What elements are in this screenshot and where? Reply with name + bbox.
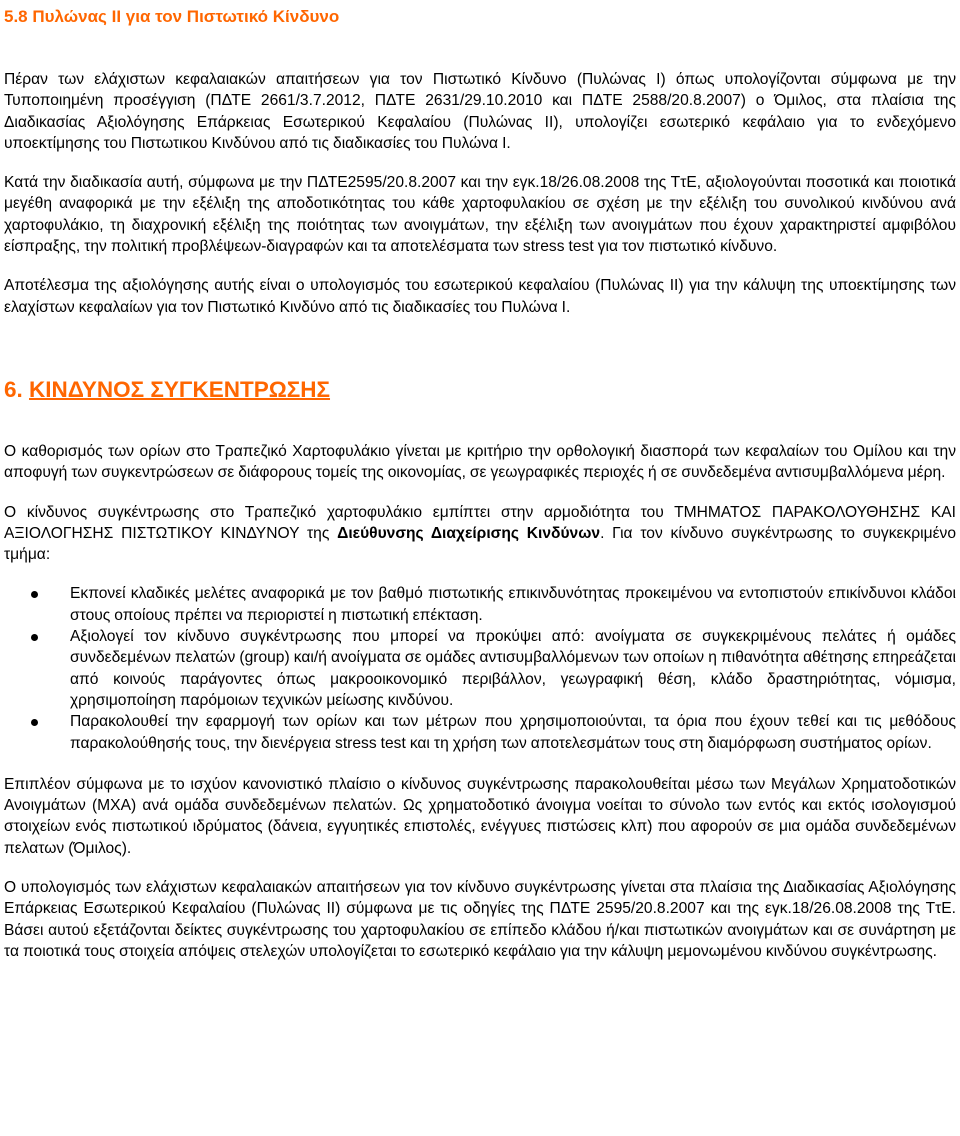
section-6-paragraph-2	[4, 502, 956, 566]
paragraph-2-text-after: . Για τον κίνδυνο συγκέντρωσης το συγκεκριμένο τμήμα:	[4, 524, 956, 564]
section-5-8-paragraph-2: Κατά την διαδικασία αυτή, σύμφωνα με την ΠΔΤΕ2595/20.8.2007 και την εγκ.18/26.08.2008 της ΤτΕ, αξιολογούνται ποσοτικά και ποιοτικά μεγέθη αναφορικά με την εξέλιξη της αποδοτικότητας του κάθε χαρτοφυλακίου σε σχέση με την εξέλιξη του συνολικού κινδύνου ανά χαρτοφυλάκιο, τη διαχρονική εξέλιξη της ποιότητας των ανοιγμάτων, την εξέλιξη των ανοιγμάτων που έχουν χαρακτηριστεί αμφιβόλου είσπραξης, την πολιτική προβλέψεων-διαγραφών και τα αποτελέσματα των stress test για τον πιστωτικό κίνδυνο.	[4, 174, 956, 256]
section-6-paragraph-3: Επιπλέον σύμφωνα με το ισχύον κανονιστικό πλαίσιο ο κίνδυνος συγκέντρωσης παρακολουθείται μέσω των Μεγάλων Χρηματοδοτικών Ανοιγμάτων (ΜΧΑ) ανά ομάδα συνδεδεμένων πελατών. Ως χρηματοδοτικό άνοιγμα νοείται το σύνολο των εντός και εκτός ισολογισμού στοιχείων ενός πιστωτικού ιδρύματος (δάνεια, εγγυητικές επιστολές, ενέγγυες πιστώσεις κλπ) που αφορούν σε μια ομάδα συνδεδεμένων πελατων (Όμιλος).	[4, 775, 956, 857]
list-item-text: Εκπονεί κλαδικές μελέτες αναφορικά με τον βαθμό πιστωτικής επικινδυνότητας προκειμένου να εντοπιστούν επικίνδυνοι κλάδοι στους οποίους πρέπει να περιοριστεί η πιστωτική επέκταση.	[70, 585, 956, 624]
section-5-8-heading: 5.8 Πυλώνας ΙΙ για τον Πιστωτικό Κίνδυνο	[4, 7, 340, 26]
list-item	[4, 583, 956, 626]
list-item	[4, 626, 956, 711]
section-6-title: ΚΙΝΔΥΝΟΣ ΣΥΓΚΕΝΤΡΩΣΗΣ	[29, 376, 331, 402]
responsibilities-bullet-list	[4, 583, 956, 753]
section-5-8-paragraph-1: Πέραν των ελάχιστων κεφαλαιακών απαιτήσεων για τον Πιστωτικό Κίνδυνο (Πυλώνας Ι) όπως υπολογίζονται σύμφωνα με την Τυποποιημένη προσέγγιση (ΠΔΤΕ 2661/3.7.2012, ΠΔΤΕ 2631/29.10.2010 και ΠΔΤΕ 2588/20.8.2007) ο Όμιλος, στα πλαίσια της Διαδικασίας Αξιολόγησης Επάρκειας Εσωτερικού Κεφαλαίου (Πυλώνας ΙΙ), υπολογίζει εσωτερικό κεφάλαιο για το ενδεχόμενο υποεκτίμησης του Πιστωτικου Κινδύνου από τις διαδικασίες του Πυλώνα Ι.	[4, 71, 956, 152]
section-6-paragraph-1: Ο καθορισμός των ορίων στο Τραπεζικό Χαρτοφυλάκιο γίνεται με κριτήριο την ορθολογική διασπορά των κεφαλαίων του Ομίλου και την αποφυγή των συγκεντρώσεων σε διάφορους τομείς της οικονομίας, σε γεωγραφικές περιοχές ή σε συνδεδεμένα αντισυμβαλλόμενα μέρη.	[4, 442, 956, 482]
section-6-number: 6.	[4, 376, 30, 402]
list-item-text: Παρακολουθεί την εφαρμογή των ορίων και των μέτρων που χρησιμοποιούνται, τα όρια που έχουν τεθεί και τις μεθόδους παρακολούθησής τους, την διενέργεια stress test και τη χρήση των αποτελεσμάτων τους στη διαμόρφωση συστήματος ορίων.	[70, 713, 956, 752]
section-6-heading	[4, 377, 956, 403]
paragraph-2-text-before: Ο κίνδυνος συγκέντρωσης στο Τραπεζικό χαρτοφυλάκιο εμπίπτει στην αρμοδιότητα του ΤΜΗΜΑΤΟΣ ΠΑΡΑΚΟΛΟΥΘΗΣΗΣ ΚΑΙ ΑΞΙΟΛΟΓΗΣΗΣ ΠΙΣΤΩΤΙΚΟΥ ΚΙΝΔΥΝΟΥ της	[4, 503, 956, 542]
document-page	[4, 0, 956, 962]
bullet-dot-icon	[31, 719, 38, 726]
risk-management-division-name: Διεύθυνσης Διαχείρισης Κινδύνων	[337, 524, 601, 542]
bullet-dot-icon	[31, 591, 38, 598]
list-item-text: Αξιολογεί τον κίνδυνο συγκέντρωσης που μπορεί να προκύψει από: ανοίγματα σε συγκεκριμένους πελάτες ή ομάδες συνδεδεμένων πελατών (group) και/ή ανοίγματα σε ομάδες αντισυμβαλλόμενων των οποίων η πιθανότητα αθέτησης επηρεάζεται από κοινούς παράγοντες όπως μακροοικονομικό περιβάλλον, γεωγραφική θέση, κλάδο δραστηριότητας, νόμισμα, χρησιμοποίηση παρόμοιων τεχνικών μείωσης κινδύνου.	[70, 628, 956, 709]
bullet-dot-icon	[31, 634, 38, 641]
section-6-paragraph-4: Ο υπολογισμός των ελάχιστων κεφαλαιακών απαιτήσεων για τον κίνδυνο συγκέντρωσης γίνεται στα πλαίσια της Διαδικασίας Αξιολόγησης Επάρκειας Εσωτερικού Κεφαλαίου (Πυλώνας ΙΙ) σύμφωνα με τις οδηγίες της ΠΔΤΕ 2595/20.8.2007 και της εγκ.18/26.08.2008 της ΤτΕ. Βάσει αυτού εξετάζονται δείκτες συγκέντρωσης του χαρτοφυλακίου σε επίπεδο κλάδου ή/και πιστωτικών ανοιγμάτων και σε συνάρτηση με τα ποιοτικά τους στοιχεία απόψεις στελεχών υπολογίζεται το εσωτερικό κεφάλαιο για την κάλυψη μεμονωμένου κινδύνου συγκέντρωσης.	[4, 879, 956, 960]
list-item	[4, 711, 956, 754]
section-5-8-paragraph-3: Αποτέλεσμα της αξιολόγησης αυτής είναι ο υπολογισμός του εσωτερικού κεφαλαίου (Πυλώνας ΙΙ) για την κάλυψη της υποεκτίμησης των ελαχίστων κεφαλαίων για τον Πιστωτικό Κινδύνο από τις διαδικασίες του Πυλώνα Ι.	[4, 277, 956, 316]
